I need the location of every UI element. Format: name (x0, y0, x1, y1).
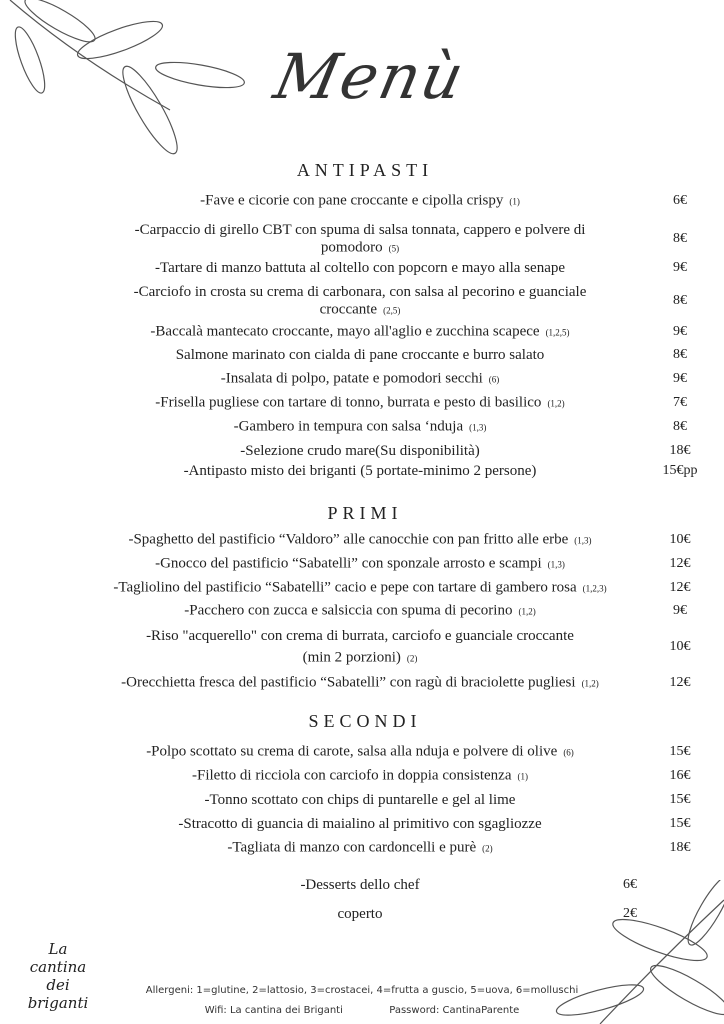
item-price: 18€ (669, 443, 691, 458)
item-price: 15€ (669, 744, 691, 759)
item-name: coperto (337, 906, 383, 922)
item-name (60, 441, 660, 461)
wifi-name: Wifi: La cantina dei Briganti (204, 1005, 343, 1016)
item-allergens: (1,2) (518, 606, 536, 617)
item-name (60, 838, 660, 859)
item-name (60, 258, 660, 278)
section-heading-antipasti: ANTIPASTI (296, 160, 434, 180)
item-name: -Desserts dello chef (300, 877, 420, 893)
item-name (60, 626, 660, 646)
item-price: 6€ (623, 877, 637, 892)
item-name-text: (min 2 porzioni) (302, 649, 401, 666)
item-price: 10€ (669, 639, 691, 654)
item-price: 15€pp (662, 463, 698, 478)
item-name-text: -Spaghetto del pastificio “Valdoro” alle canocchie con pan fritto alle erbe (128, 531, 569, 548)
item-name-text: -Selezione crudo mare(Su disponibilità) (240, 443, 480, 459)
item-price: 9€ (673, 324, 687, 339)
page-title: Menù (268, 40, 472, 113)
item-allergens: (1,3) (469, 422, 487, 433)
item-price: 15€ (669, 816, 691, 831)
wifi-info (0, 1005, 724, 1016)
item-name (60, 673, 660, 694)
item-allergens: (2) (482, 843, 493, 854)
item-name-continued (60, 300, 660, 321)
item-name-text: -Gambero in tempura con salsa ‘nduja (233, 418, 464, 435)
wifi-password: Password: CantinaParente (389, 1005, 520, 1016)
item-name-text: -Carpaccio di girello CBT con spuma di salsa tonnata, cappero e polvere di (134, 222, 586, 238)
item-name-text: -Frisella pugliese con tartare di tonno, burrata e pesto di basilico (155, 394, 542, 411)
item-name (60, 369, 660, 390)
item-price: 7€ (673, 395, 687, 410)
item-name (60, 345, 660, 365)
item-price: 9€ (673, 371, 687, 386)
item-name-text: -Tagliata di manzo con cardoncelli e purè (227, 839, 477, 856)
item-name-text: pomodoro (320, 239, 383, 256)
logo-line: La cantina (29, 940, 87, 976)
item-name-text: -Filetto di ricciola con carciofo in doppia consistenza (192, 767, 512, 784)
item-name (60, 814, 660, 834)
item-price: 12€ (669, 675, 691, 690)
item-price: 12€ (669, 556, 691, 571)
item-name (60, 417, 660, 438)
item-price: 9€ (673, 260, 687, 275)
item-name-text: -Pacchero con zucca e salsiccia con spuma di pecorino (184, 602, 513, 619)
leaves-decoration-icon (0, 0, 260, 160)
item-name-continued (60, 648, 660, 669)
item-name (60, 322, 660, 343)
item-name (60, 554, 660, 575)
item-name (60, 220, 660, 240)
item-price: 8€ (673, 347, 687, 362)
item-price: 6€ (673, 193, 687, 208)
item-name-text: -Carciofo in crosta su crema di carbonara, con salsa al pecorino e guanciale (133, 284, 587, 300)
item-name (60, 393, 660, 414)
item-name-text: -Polpo scottato su crema di carote, salsa alla nduja e polvere di olive (146, 743, 558, 760)
restaurant-logo (18, 940, 98, 1012)
item-allergens: (1,2,3) (582, 583, 607, 594)
item-name-text: -Tagliolino del pastificio “Sabatelli” cacio e pepe con tartare di gambero rosa (113, 579, 577, 596)
item-name (60, 282, 660, 302)
item-name (60, 601, 660, 622)
item-name (60, 790, 660, 810)
item-price: 18€ (669, 840, 691, 855)
item-name (60, 461, 660, 481)
leaves-decoration-icon (540, 880, 724, 1024)
item-name-text: -Tonno scottato con chips di puntarelle e gel al lime (204, 792, 516, 808)
item-name (60, 742, 660, 763)
item-allergens: (5) (388, 243, 400, 254)
item-name-text: -Riso "acquerello" con crema di burrata, carciofo e guanciale croccante (146, 628, 574, 644)
item-price: 8€ (673, 419, 687, 434)
item-allergens: (1,3) (547, 559, 565, 570)
item-allergens: (1) (509, 196, 520, 207)
allergens-legend: Allergeni: 1=glutine, 2=lattosio, 3=crostacei, 4=frutta a guscio, 5=uova, 6=molluschi (145, 985, 579, 996)
item-name (60, 530, 660, 551)
section-heading-secondi: SECONDI (308, 711, 422, 731)
item-name (60, 191, 660, 212)
logo-line: dei briganti (27, 976, 89, 1012)
item-allergens: (1) (517, 771, 528, 782)
item-allergens: (2,5) (383, 305, 401, 316)
item-name-text: -Stracotto di guancia di maialino al primitivo con sgagliozze (178, 816, 542, 832)
item-name-text: -Baccalà mantecato croccante, mayo all'aglio e zucchina scapece (150, 323, 540, 340)
item-allergens: (1,2) (547, 398, 565, 409)
item-name-text: -Insalata di polpo, patate e pomodori secchi (220, 370, 483, 387)
item-price: 10€ (669, 532, 691, 547)
item-allergens: (1,2) (581, 678, 599, 689)
item-name-text: -Antipasto misto dei briganti (5 portate-minimo 2 persone) (183, 463, 537, 479)
item-name-text: -Gnocco del pastificio “Sabatelli” con sponzale arrosto e scampi (155, 555, 542, 572)
item-price: 8€ (673, 231, 687, 246)
item-price: 8€ (673, 293, 687, 308)
item-name-text: -Tartare di manzo battuta al coltello con popcorn e mayo alla senape (154, 260, 566, 276)
item-price: 16€ (669, 768, 691, 783)
item-name-continued (60, 238, 660, 259)
item-name-text: -Fave e cicorie con pane croccante e cipolla crispy (200, 192, 504, 209)
item-allergens: (1,3) (574, 535, 592, 546)
item-name (60, 766, 660, 787)
item-name (60, 578, 660, 599)
item-name-text: Salmone marinato con cialda di pane croccante e burro salato (175, 347, 545, 363)
item-price: 15€ (669, 792, 691, 807)
item-allergens: (1,2,5) (545, 327, 570, 338)
item-name-text: -Orecchietta fresca del pastificio “Sabatelli” con ragù di braciolette pugliesi (121, 674, 576, 691)
item-price: 12€ (669, 580, 691, 595)
item-price: 2€ (623, 906, 637, 921)
item-allergens: (2) (406, 653, 418, 664)
item-name-text: croccante (319, 301, 378, 318)
item-allergens: (6) (563, 747, 574, 758)
item-price: 9€ (673, 603, 687, 618)
section-heading-primi: PRIMI (327, 503, 403, 523)
item-allergens: (6) (488, 374, 500, 385)
